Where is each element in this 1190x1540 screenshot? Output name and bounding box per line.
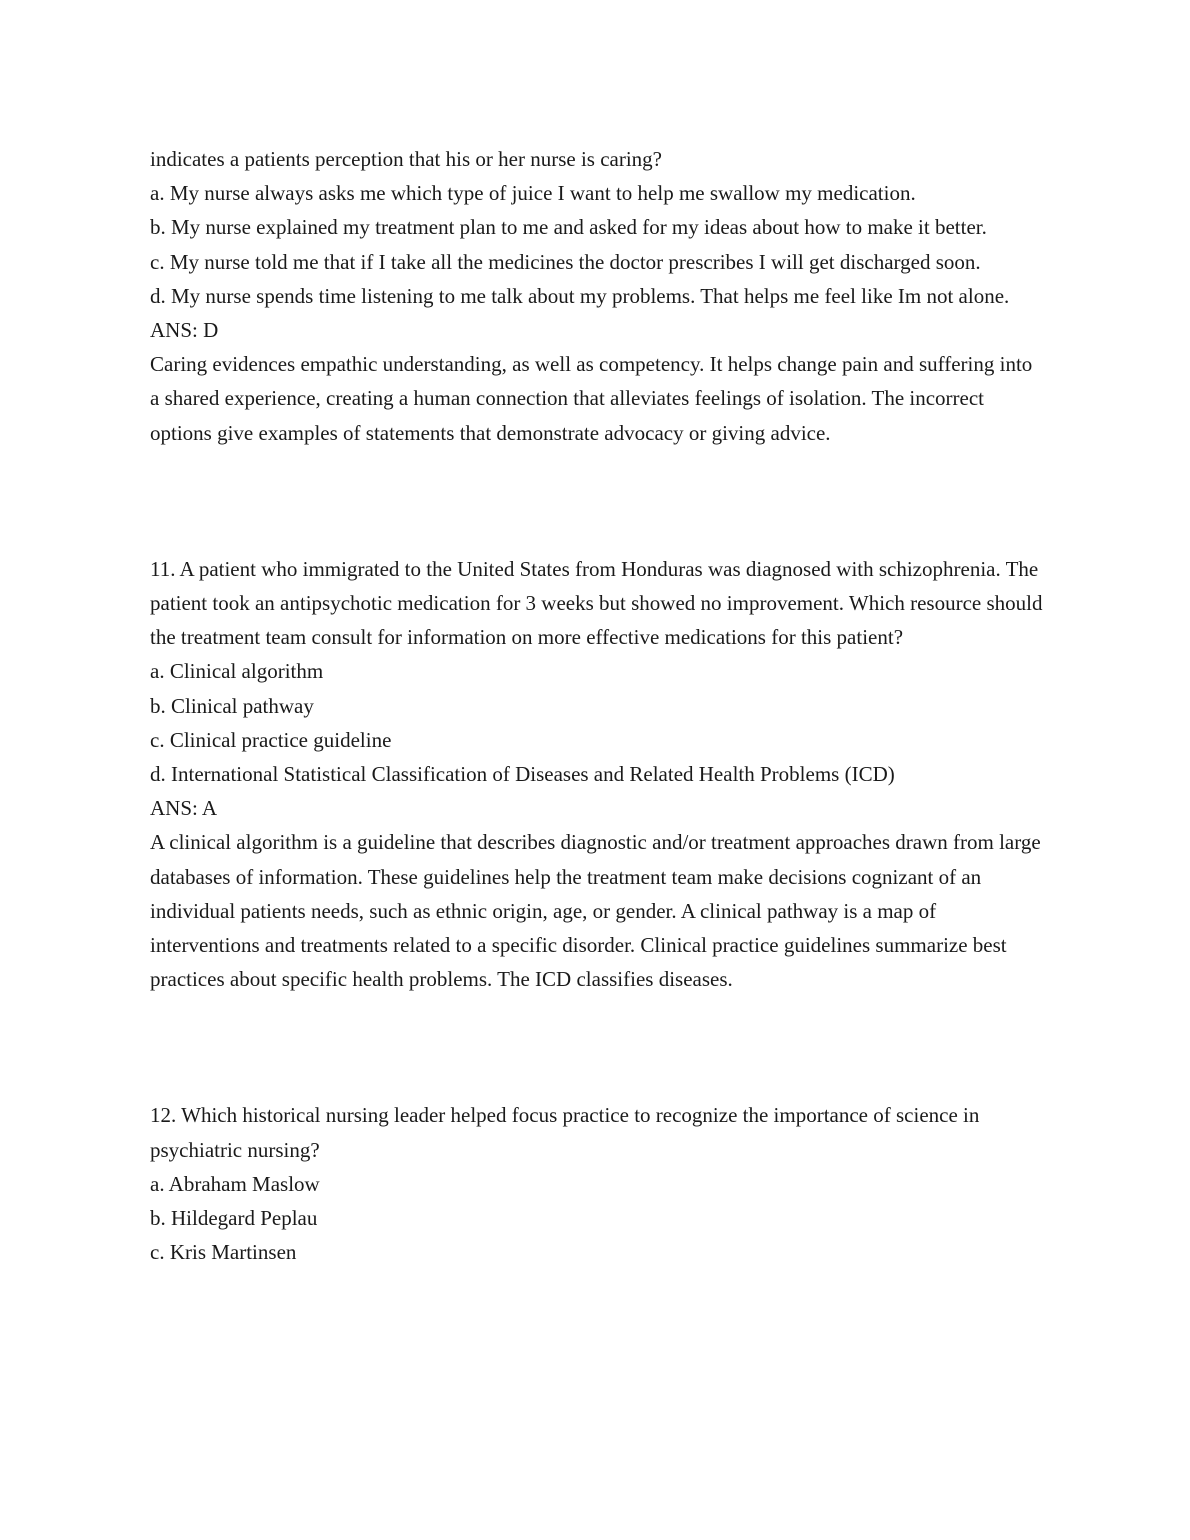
question-10-stem: indicates a patients perception that his or her nurse is caring?: [150, 147, 662, 171]
question-10-answer: ANS: D: [150, 318, 219, 343]
question-11-option-a: a. Clinical algorithm: [150, 659, 324, 684]
document-page: [150, 142, 1045, 1269]
question-12-stem: 12. Which historical nursing leader helped focus practice to recognize the importance of science in psychiatric nursing?: [150, 1103, 980, 1162]
section-spacer: [150, 450, 1045, 552]
question-11-stem: 11. A patient who immigrated to the United States from Honduras was diagnosed with schizophrenia. The patient took an antipsychotic medication for 3 weeks but showed no improvement. Which resource should the treatment team consult for information on more effective medications for this patient?: [150, 556, 1043, 650]
question-12-option-b: b. Hildegard Peplau: [150, 1206, 318, 1231]
question-10: [150, 142, 1045, 450]
question-12-option-a: a. Abraham Maslow: [150, 1171, 320, 1196]
question-10-option-c: c. My nurse told me that if I take all the medicines the doctor prescribes I will get discharged soon.: [150, 249, 981, 274]
question-12-option-c: c. Kris Martinsen: [150, 1240, 297, 1265]
question-11-option-c: c. Clinical practice guideline: [150, 727, 392, 752]
section-spacer: [150, 996, 1045, 1098]
question-11: [150, 552, 1045, 997]
question-10-option-d: d. My nurse spends time listening to me talk about my problems. That helps me feel like Im not alone.: [150, 283, 1010, 308]
question-10-rationale: Caring evidences empathic understanding, as well as competency. It helps change pain and suffering into a shared experience, creating a human connection that alleviates feelings of isolation. The incorrect options give examples of statements that demonstrate advocacy or giving advice.: [150, 352, 1033, 445]
question-11-answer: ANS: A: [150, 796, 218, 821]
question-11-rationale: A clinical algorithm is a guideline that describes diagnostic and/or treatment approaches drawn from large databases of information. These guidelines help the treatment team make decisions cognizant of an individual patients needs, such as ethnic origin, age, or gender. A clinical pathway is a map of interventions and treatments related to a specific disorder. Clinical practice guidelines summarize best practices about specific health problems. The ICD classifies diseases.: [150, 830, 1041, 992]
question-10-option-b: b. My nurse explained my treatment plan to me and asked for my ideas about how to make it better.: [150, 215, 987, 240]
question-11-option-b: b. Clinical pathway: [150, 693, 314, 718]
question-12: [150, 1098, 1045, 1269]
question-10-option-a: a. My nurse always asks me which type of juice I want to help me swallow my medication.: [150, 181, 916, 206]
question-11-option-d: d. International Statistical Classification of Diseases and Related Health Problems (ICD): [150, 762, 895, 787]
